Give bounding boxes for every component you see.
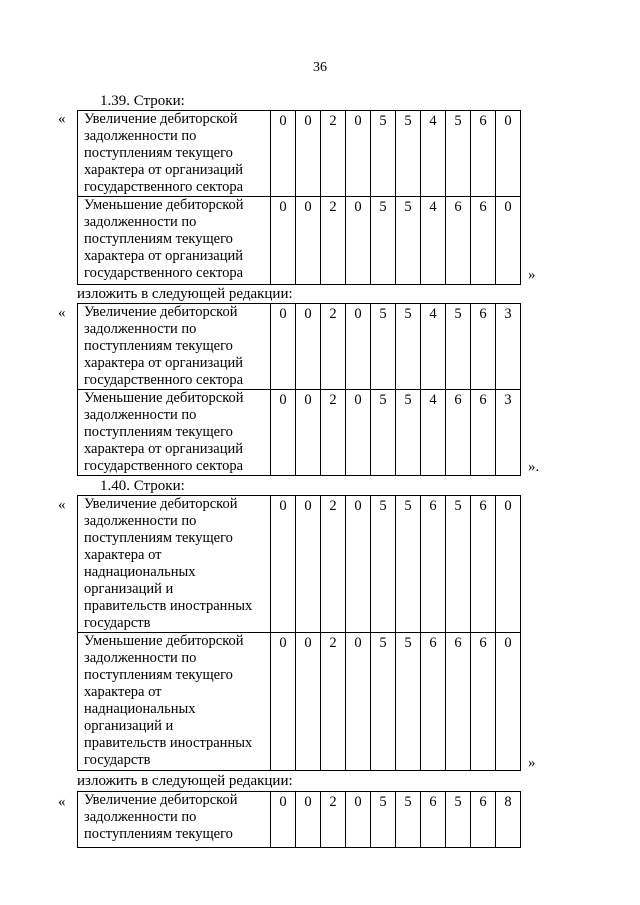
code-digit: 4 <box>421 304 446 390</box>
code-digit: 0 <box>496 496 521 633</box>
code-digit: 0 <box>271 111 296 197</box>
table-row <box>78 304 521 390</box>
new-rows-table-1-40 <box>77 791 521 848</box>
code-digit: 2 <box>321 197 346 285</box>
new-rows-table-1-39 <box>77 303 521 476</box>
open-quote: « <box>58 111 66 127</box>
code-digit: 0 <box>346 792 371 848</box>
row-label: Увеличение дебиторской задолженности по поступлениям текущего характера от организаций государственного сектора <box>78 111 271 197</box>
code-digit: 2 <box>321 496 346 633</box>
code-digit: 0 <box>496 633 521 771</box>
code-digit: 5 <box>371 390 396 476</box>
table-row <box>78 792 521 848</box>
code-digit: 5 <box>396 197 421 285</box>
row-label: Увеличение дебиторской задолженности по поступлениям текущего <box>78 792 271 848</box>
open-quote: « <box>58 794 66 810</box>
code-digit: 6 <box>471 111 496 197</box>
code-digit: 3 <box>496 304 521 390</box>
code-digit: 0 <box>271 304 296 390</box>
table-row <box>78 633 521 771</box>
code-digit: 6 <box>471 496 496 633</box>
row-label: Увеличение дебиторской задолженности по поступлениям текущего характера от организаций государственного сектора <box>78 304 271 390</box>
code-digit: 0 <box>271 496 296 633</box>
code-digit: 0 <box>296 111 321 197</box>
code-digit: 5 <box>371 496 396 633</box>
code-digit: 6 <box>421 792 446 848</box>
section-heading-1-39: 1.39. Строки: <box>100 93 185 109</box>
code-digit: 5 <box>396 496 421 633</box>
code-digit: 0 <box>296 390 321 476</box>
code-digit: 3 <box>496 390 521 476</box>
code-digit: 2 <box>321 304 346 390</box>
code-digit: 0 <box>496 197 521 285</box>
code-digit: 2 <box>321 633 346 771</box>
close-quote: ». <box>528 459 540 475</box>
code-digit: 0 <box>496 111 521 197</box>
code-digit: 0 <box>346 197 371 285</box>
code-digit: 6 <box>421 633 446 771</box>
row-label: Уменьшение дебиторской задолженности по поступлениям текущего характера от наднациональных организаций и правительств иностранных государств <box>78 633 271 771</box>
code-digit: 2 <box>321 111 346 197</box>
code-digit: 5 <box>371 304 396 390</box>
code-digit: 6 <box>471 197 496 285</box>
code-digit: 5 <box>396 792 421 848</box>
code-digit: 5 <box>396 304 421 390</box>
code-digit: 2 <box>321 390 346 476</box>
code-digit: 5 <box>371 197 396 285</box>
code-digit: 5 <box>396 390 421 476</box>
code-digit: 0 <box>346 390 371 476</box>
replace-text: изложить в следующей редакции: <box>77 286 293 302</box>
code-digit: 6 <box>446 633 471 771</box>
code-digit: 0 <box>296 197 321 285</box>
page-number: 36 <box>313 60 327 75</box>
old-rows-table-1-39 <box>77 110 521 285</box>
code-digit: 6 <box>471 633 496 771</box>
code-digit: 0 <box>296 633 321 771</box>
section-heading-1-40: 1.40. Строки: <box>100 478 185 494</box>
code-digit: 0 <box>271 633 296 771</box>
close-quote: » <box>528 267 536 283</box>
code-digit: 5 <box>371 633 396 771</box>
code-digit: 5 <box>446 111 471 197</box>
open-quote: « <box>58 305 66 321</box>
open-quote: « <box>58 497 66 513</box>
code-digit: 6 <box>471 792 496 848</box>
code-digit: 0 <box>271 792 296 848</box>
code-digit: 5 <box>396 111 421 197</box>
code-digit: 6 <box>471 304 496 390</box>
code-digit: 0 <box>346 633 371 771</box>
row-label: Уменьшение дебиторской задолженности по поступлениям текущего характера от организаций государственного сектора <box>78 390 271 476</box>
code-digit: 0 <box>296 792 321 848</box>
code-digit: 5 <box>371 111 396 197</box>
replace-text: изложить в следующей редакции: <box>77 773 293 789</box>
row-label: Уменьшение дебиторской задолженности по поступлениям текущего характера от организаций государственного сектора <box>78 197 271 285</box>
close-quote: » <box>528 755 536 771</box>
code-digit: 6 <box>421 496 446 633</box>
table-row <box>78 111 521 197</box>
code-digit: 5 <box>396 633 421 771</box>
code-digit: 4 <box>421 390 446 476</box>
code-digit: 2 <box>321 792 346 848</box>
code-digit: 4 <box>421 197 446 285</box>
code-digit: 0 <box>346 304 371 390</box>
old-rows-table-1-40 <box>77 495 521 771</box>
row-label: Увеличение дебиторской задолженности по поступлениям текущего характера от наднациональных организаций и правительств иностранных государств <box>78 496 271 633</box>
code-digit: 0 <box>296 304 321 390</box>
code-digit: 6 <box>446 390 471 476</box>
code-digit: 5 <box>446 792 471 848</box>
code-digit: 6 <box>471 390 496 476</box>
table-row <box>78 197 521 285</box>
table-row <box>78 496 521 633</box>
code-digit: 0 <box>271 197 296 285</box>
code-digit: 5 <box>446 496 471 633</box>
code-digit: 4 <box>421 111 446 197</box>
code-digit: 0 <box>271 390 296 476</box>
code-digit: 0 <box>346 111 371 197</box>
code-digit: 8 <box>496 792 521 848</box>
code-digit: 6 <box>446 197 471 285</box>
code-digit: 0 <box>346 496 371 633</box>
table-row <box>78 390 521 476</box>
code-digit: 5 <box>371 792 396 848</box>
code-digit: 5 <box>446 304 471 390</box>
code-digit: 0 <box>296 496 321 633</box>
